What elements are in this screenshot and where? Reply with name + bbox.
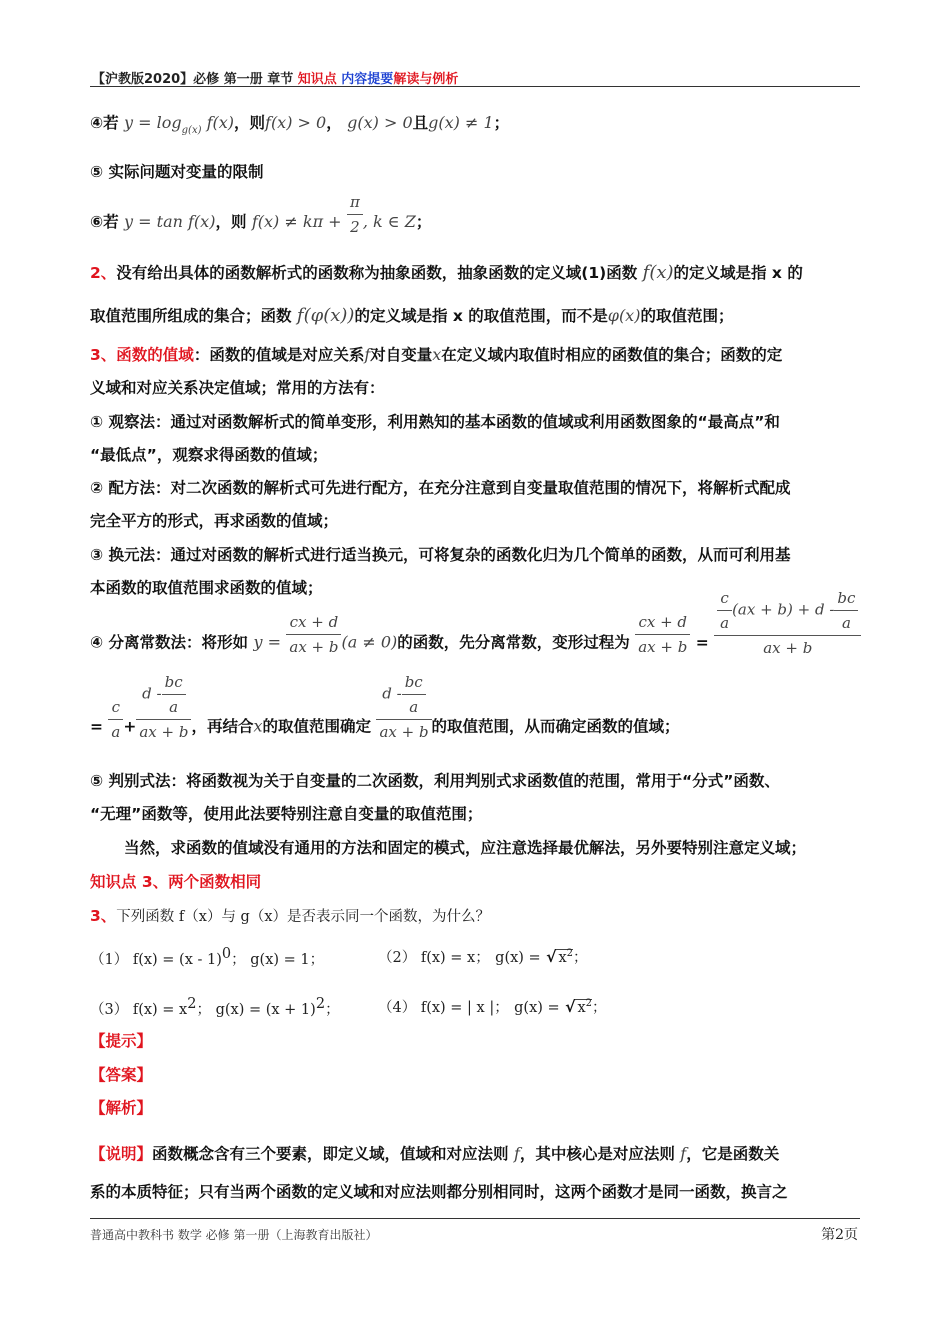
- frac-den: ax + b: [139, 723, 189, 741]
- frac-num: [136, 672, 191, 720]
- item4-fx: f(x): [201, 113, 234, 132]
- method4-label: ④ 分离常数法：将形如: [90, 633, 249, 652]
- section3-f: f: [364, 345, 371, 364]
- page-header: [92, 68, 458, 87]
- explain-line2: 系的本质特征；只有当两个函数的定义域和对应法则都分别相同时，这两个函数才是同一函数，换言之: [90, 1183, 788, 1201]
- explain-f: f: [513, 1144, 520, 1163]
- pair3-end: ；: [325, 1002, 340, 1019]
- method4-eq: =: [695, 633, 709, 652]
- frac-den: a: [409, 698, 419, 716]
- header-subtitle-2: 解读与例析: [393, 72, 459, 87]
- item4-label: ④若: [90, 114, 119, 132]
- section2-text1: 没有给出具体的函数解析式的函数称为抽象函数，抽象函数的定义域(1)函数: [116, 264, 638, 282]
- pair3-gexp: 2: [315, 996, 326, 1012]
- explain-tag: 【说明】: [90, 1145, 153, 1163]
- method5-line1: ⑤ 判别式法：将函数视为关于自变量的二次函数，利用判别式求函数值的范围，常用于“分式”函数、: [90, 772, 780, 790]
- explain-line1: [90, 1144, 779, 1164]
- pi-over-2-fraction: [347, 192, 363, 237]
- explain-text-a: 函数概念含有三个要素，即定义域，值域和对应法则: [152, 1145, 509, 1163]
- item-6: [90, 193, 432, 237]
- item6-then: ，则: [215, 213, 247, 231]
- frac-den: a: [169, 698, 179, 716]
- kp3-pair-1: [90, 944, 324, 970]
- footer-rule: [90, 1218, 860, 1219]
- question-text: 下列函数 f（x）与 g（x）是否表示同一个函数，为什么？: [116, 909, 491, 925]
- method3-line2: 本函数的取值范围求函数的值域；: [90, 579, 323, 597]
- method4-cond: (a ≠ 0): [341, 632, 398, 652]
- method4-eq2: =: [90, 717, 103, 736]
- frac-num: cx + d: [635, 612, 690, 635]
- item4-sub: g(x): [181, 125, 202, 136]
- radicand: x: [577, 999, 586, 1016]
- section3-line2: 义域和对应关系决定值域；常用的方法有：: [90, 379, 385, 397]
- frac-den: 2: [350, 218, 360, 236]
- frac-num: bc: [402, 672, 426, 695]
- pair2-end: ；: [573, 949, 588, 966]
- analysis-label: 【解析】: [90, 1099, 153, 1117]
- pair3-f: （3） f(x) = x: [90, 1002, 188, 1019]
- frac-num: bc: [834, 588, 858, 611]
- section3-number: 3、: [90, 346, 117, 364]
- method4-plus: +: [123, 717, 137, 736]
- item6-cond: f(x) ≠ kπ +: [251, 212, 342, 231]
- section2-fphi: f(φ(x)): [296, 305, 355, 326]
- pair4-g: g(x) =: [514, 999, 560, 1016]
- item-4: ④若 $y = \log_{g(x)} f(x)$，则f(x) > 0， g(x) > 0且g(x) ≠ 1；: [90, 113, 510, 136]
- frac-num: [714, 588, 861, 636]
- radicand: x: [558, 949, 567, 966]
- bc-over-a: [162, 672, 186, 717]
- section2-phi: φ(x): [607, 306, 641, 325]
- section3-title: 函数的值域: [116, 346, 194, 364]
- method4-then2: 的取值范围确定: [262, 717, 372, 736]
- section2-text2c: 的取值范围；: [640, 307, 734, 325]
- explain-f-2: f: [680, 1144, 687, 1163]
- item4-and: 且: [412, 114, 429, 132]
- pair2-f: （2） f(x) = x；: [378, 949, 490, 966]
- kp3-pair-2: （2） f(x) = x； g(x) = √ $x^2$；: [378, 947, 588, 966]
- bc-over-a: [402, 672, 426, 717]
- radicand-exp: 2: [566, 948, 574, 959]
- item-5: ⑤ 实际问题对变量的限制: [90, 163, 264, 181]
- kp3-pair-4: （4） f(x) = | x |； g(x) = √ $x^2$；: [378, 997, 607, 1016]
- method4-then: ，再结合: [191, 717, 254, 736]
- hint-label: 【提示】: [90, 1032, 153, 1050]
- frac-num: c: [108, 697, 123, 720]
- section3-x: x: [432, 345, 442, 364]
- method4-d: d -: [382, 684, 402, 703]
- frac-num: c: [717, 588, 732, 611]
- pair4-f: （4） f(x) = | x |；: [378, 999, 509, 1016]
- section2-fx: f(x): [642, 262, 674, 283]
- c-over-a-2: [108, 697, 123, 742]
- item4-cond3: g(x) ≠ 1: [428, 113, 494, 132]
- section3-text1a: ：函数的值域是对应关系: [193, 346, 365, 364]
- header-subtitle: 内容提要: [336, 72, 394, 87]
- frac-den: ax + b: [763, 639, 813, 657]
- explain-text-c: ，它是函数关: [686, 1145, 780, 1163]
- section3-text1c: 在定义域内取值时相应的函数值的集合；函数的定: [441, 346, 783, 364]
- frac-den: a: [841, 614, 851, 632]
- frac-den: a: [720, 614, 730, 632]
- answer-label: 【答案】: [90, 1066, 153, 1084]
- frac-den: ax + b: [638, 637, 688, 656]
- method4-remainder-fraction-2: [376, 672, 431, 742]
- section3-note: 当然，求函数的值域没有通用的方法和固定的模式，应注意选择最优解法，另外要特别注意定义域；: [124, 839, 807, 857]
- page-number: 第2页: [821, 1227, 858, 1243]
- method4-d: d -: [142, 684, 162, 703]
- item4-cond1: f(x) > 0: [265, 113, 327, 132]
- section2-line1: [90, 263, 803, 283]
- method5-line2: “无理”函数等，使用此法要特别注意自变量的取值范围；: [90, 805, 483, 823]
- frac-den: ax + b: [289, 637, 339, 656]
- frac-den: a: [111, 722, 121, 741]
- method1-line2: “最低点”，观察求得函数的值域；: [90, 446, 328, 464]
- item4-eq: y = log: [124, 113, 182, 132]
- method3-line1: ③ 换元法：通过对函数的解析式进行适当换元，可将复杂的函数化归为几个简单的函数，从而可利用基: [90, 546, 791, 564]
- method4-remainder-fraction: [136, 672, 191, 742]
- footer-book-title: 普通高中教科书 数学 必修 第一册（上海教育出版社）: [90, 1228, 378, 1242]
- item6-label: ⑥若: [90, 213, 119, 231]
- pair3-g: ； g(x) = (x + 1): [196, 1002, 316, 1019]
- radicand-exp: 2: [585, 998, 592, 1009]
- pair4-end: ；: [592, 999, 607, 1016]
- section2-line2: [90, 306, 733, 326]
- method4-line2: [90, 673, 680, 742]
- method4-big-fraction: [714, 588, 861, 658]
- method2-line1: ② 配方法：对二次函数的解析式可先进行配方，在充分注意到自变量取值范围的情况下，将解析式配成: [90, 479, 791, 497]
- pair2-g: g(x) =: [495, 949, 541, 966]
- frac-den: ax + b: [379, 723, 429, 741]
- section3-line1: [90, 345, 782, 365]
- frac-num: π: [347, 192, 363, 215]
- section2-text2a: 取值范围所组成的集合；函数: [90, 307, 292, 325]
- frac-num: [376, 672, 431, 720]
- method2-line2: 完全平方的形式，再求函数的值域；: [90, 512, 339, 530]
- section2-text2b: 的定义域是指 x 的取值范围，而不是: [354, 307, 608, 325]
- item6-eq: y = tan f(x): [124, 212, 216, 231]
- header-keyword: 知识点: [297, 72, 337, 87]
- item6-k: , k ∈ Z: [362, 212, 416, 231]
- item4-cond2: g(x) > 0: [347, 113, 413, 132]
- pair1-f: （1） f(x) = (x - 1): [90, 952, 222, 969]
- item6-end: ；: [415, 213, 432, 231]
- kp3-question: [90, 906, 490, 927]
- method4-x: x: [253, 716, 263, 736]
- pair1-g: ； g(x) = 1；: [231, 952, 325, 969]
- method4-mid: 的函数，先分离常数，变形过程为: [397, 633, 630, 652]
- section3-text1b: 对自变量: [370, 346, 433, 364]
- sqrt-radicand: [575, 999, 592, 1016]
- frac-num: bc: [162, 672, 186, 695]
- item4-then: ，则: [234, 114, 266, 132]
- kp3-title: 知识点 3、两个函数相同: [90, 873, 262, 891]
- method1-line1: ① 观察法：通过对函数解析式的简单变形，利用熟知的基本函数的值域或利用函数图象的“最高点”和: [90, 413, 780, 431]
- pair1-exp: 0: [221, 946, 232, 962]
- method4-y: y =: [253, 632, 281, 652]
- kp3-pair-3: [90, 994, 340, 1020]
- frac-num: cx + d: [286, 612, 341, 635]
- method4-inner: (ax + b) + d -: [732, 600, 835, 619]
- method4-end: 的取值范围，从而确定函数的值域；: [431, 717, 680, 736]
- section2-number: 2、: [90, 264, 117, 282]
- header-prefix: 【沪教版2020】必修 第一册 章节: [92, 72, 298, 87]
- method4-fraction-2: [635, 612, 690, 657]
- section2-text1-tail: 的定义域是指 x 的: [673, 264, 803, 282]
- explain-text-b: ，其中核心是对应法则: [519, 1145, 675, 1163]
- question-number: 3、: [90, 907, 117, 925]
- header-rule: [90, 86, 860, 87]
- bc-over-a: [834, 588, 858, 633]
- c-over-a: [717, 588, 732, 633]
- item4-end: ；: [493, 114, 510, 132]
- sqrt-radicand: [556, 949, 573, 966]
- method4-fraction: [286, 612, 341, 657]
- pair3-exp: 2: [187, 996, 197, 1012]
- method4-line1: [90, 589, 861, 658]
